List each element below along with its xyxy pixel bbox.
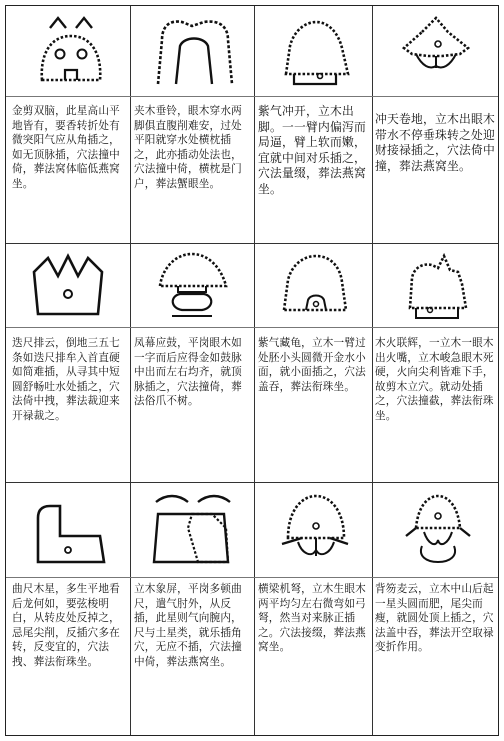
entry-text: 背笏麦云，立木中山后起一星头圆而肥，尾尖而瘦，就圆处顶上插之，穴法盖中吞，葬法开空取禄变折作用。 [375, 583, 494, 654]
entry-text: 紫气藏龟，立木一臂过处胚小头圆微开金水小面，就小面插之，穴法盖吞，葬法衔珠坐。 [258, 337, 366, 393]
elephant-screen-figure [136, 484, 246, 570]
phoenix-curtain-figure [140, 246, 246, 324]
entry-text: 迭尺排云，倒地三五七条如迭尺排牟入首直硬如简难插，从寻其中短圆舒畅吐水处插之，穴法倚中拽，葬法裁迎来开禄裁之。 [12, 337, 120, 422]
entry-text: 凤幕应鼓，平岗眼木如一字而后应得金如鼓脉中出而左右均齐，就顶脉插之，穴法撞倚，葬法俗爪不树。 [134, 337, 242, 408]
entry-text: 夹木垂铃，眼木穿水两脚俱直腹削难安，过处平阳就穿水处横枕插之，此亦插动处法也，穴法撞中倚，横枕是门户，葬法蟹眼坐。 [134, 105, 242, 190]
curved-ruler-figure [18, 488, 118, 572]
purple-qi-rushing-figure [270, 10, 362, 94]
rushing-sky-figure [382, 8, 494, 92]
row-divider [6, 243, 498, 244]
supporting-cloud-figure [382, 486, 494, 572]
column-divider [130, 6, 131, 735]
hidden-turtle-figure [268, 248, 362, 324]
golden-scissors-figure [20, 10, 120, 94]
entry-text: 立木象屏，平岗多顿曲尺，遣气肘外，从反插，此星则气向腕内，尺与土星类，就乐插角穴，无应不插，穴法撞中倚，葬法燕窝坐。 [134, 583, 242, 668]
entry-text: 木火联辉，一立木一眼木出火嘴，立木峻急眼木死硬，火向尖利皆难下手，故剪木立穴。就动处插之，穴法撞截，葬法衔珠坐。 [375, 337, 494, 422]
wood-fire-figure [382, 248, 494, 324]
entry-text: 冲天卷地，立木出眼木带水不停垂珠转之处迎财接禄插之，穴法倚中撞，葬法燕窝坐。 [375, 112, 495, 173]
figure-text-divider [6, 96, 498, 97]
figure-text-divider [6, 327, 498, 328]
row-divider [6, 482, 498, 483]
hanging-bell-figure [142, 10, 246, 94]
entry-text: 曲尺木星，多生平地看后龙何如，要弦梭明白，从转皮处反掉之，忌尾尖削，反插穴多在转，反变宜的，穴法拽、葬法衔珠坐。 [12, 583, 120, 668]
entry-text: 金剪双脑，此星高山平地皆有，要香转折处有微突阳气应从角插之，如无顶脉插，穴法撞中倚，葬法窝体临低燕窝坐。 [12, 105, 120, 190]
figure-text-divider [6, 577, 498, 578]
entry-text: 紫气冲开，立木出脚。一一臂内偏泻而局逼，臂上软而嫩，宜就中间对乐插之，穴法量缀，葬法燕窝坐。 [258, 104, 366, 196]
mechanism-crossbow-figure [268, 486, 362, 572]
column-divider [254, 6, 255, 735]
stepped-ruler-figure [18, 248, 118, 324]
entry-text: 横梁机弩，立木生眼木两平均匀左右微弯如弓弩，然当对来脉正插之。穴法接缀，葬法燕窝坐。 [258, 583, 366, 654]
